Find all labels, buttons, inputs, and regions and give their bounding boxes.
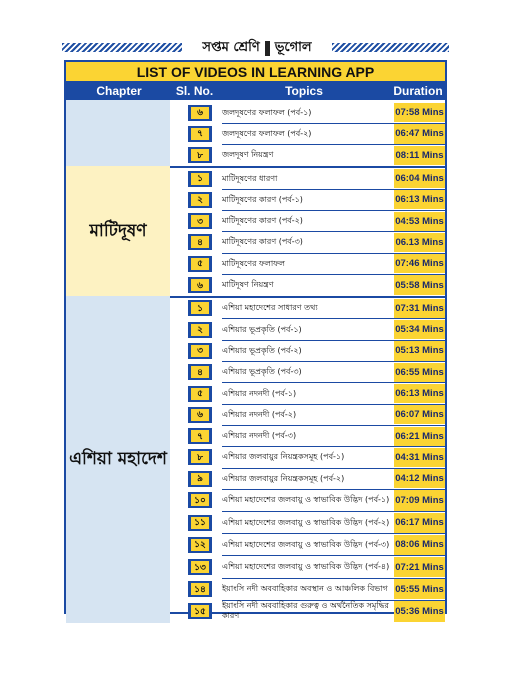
table-row <box>170 340 445 361</box>
table-row <box>170 426 445 447</box>
topic-text: জলদূষণের ফলাফল (পর্ব-২) <box>222 128 312 138</box>
duration-cell: 06:21 Mins <box>394 427 445 446</box>
serial-number: ৮ <box>191 149 209 161</box>
duration-cell: 05:36 Mins <box>394 601 445 621</box>
table-row <box>170 145 445 166</box>
serial-number-badge <box>188 364 212 380</box>
duration-cell: 06:55 Mins <box>394 363 445 382</box>
serial-number: ২ <box>191 194 209 206</box>
topic-text: এশিয়ার ভূপ্রকৃতি (পর্ব-২) <box>222 345 302 355</box>
table-row <box>170 534 445 556</box>
table-row <box>170 319 445 340</box>
header-separator <box>265 41 270 56</box>
serial-number-badge <box>188 581 212 597</box>
topic-text: এশিয়ার ভূপ্রকৃতি (পর্ব-১) <box>222 324 302 334</box>
serial-number-badge <box>188 471 212 487</box>
duration-cell: 04:53 Mins <box>394 212 445 231</box>
topic-text: মাটিদূষণের কারণ (পর্ব-৩) <box>222 237 303 247</box>
serial-number: ১ <box>191 302 209 314</box>
serial-number-badge <box>188 234 212 250</box>
serial-number-badge <box>188 277 212 293</box>
duration-cell: 05:55 Mins <box>394 579 445 599</box>
duration-cell: 06.13 Mins <box>394 233 445 252</box>
duration-cell: 05:34 Mins <box>394 320 445 339</box>
topic-text: জলদূষণের ফলাফল (পর্ব-১) <box>222 107 312 117</box>
serial-number: ৬ <box>191 279 209 291</box>
duration-cell: 06:13 Mins <box>394 190 445 209</box>
serial-number: ৯ <box>191 473 209 485</box>
table-row <box>170 468 445 489</box>
serial-number-badge <box>188 515 212 531</box>
chapter-cell: এশিয়া মহাদেশ <box>66 296 170 623</box>
table-row <box>170 253 445 274</box>
topic-text: এশিয়ার নদনদী (পর্ব-৩) <box>222 431 297 441</box>
table-row <box>170 383 445 404</box>
serial-number-badge <box>188 559 212 575</box>
topic-text: জলদূষণ নিয়ন্ত্রণ <box>222 150 274 160</box>
duration-cell: 05:58 Mins <box>394 275 445 294</box>
table-row <box>170 362 445 383</box>
serial-number-badge <box>188 322 212 338</box>
serial-number-badge <box>188 428 212 444</box>
duration-cell: 07:31 Mins <box>394 299 445 318</box>
duration-cell: 06:07 Mins <box>394 405 445 424</box>
duration-cell: 06:17 Mins <box>394 513 445 533</box>
table-row <box>170 168 445 189</box>
table-row <box>170 298 445 319</box>
topic-text: এশিয়ার জলবায়ুর নিয়ন্ত্রকসমূহ (পর্ব-১) <box>222 452 345 462</box>
serial-number: ৩ <box>191 215 209 227</box>
duration-cell: 05:13 Mins <box>394 341 445 360</box>
serial-number: ৫ <box>191 258 209 270</box>
topic-text: মাটিদূষণের ধারণা <box>222 173 278 183</box>
topic-text: মাটিদূষণের কারণ (পর্ব-২) <box>222 216 303 226</box>
topic-text: এশিয়া মহাদেশের জলবায়ু ও স্বাভাবিক উদ্ভিদ (পর্ব-২) <box>222 517 390 527</box>
serial-number: ১২ <box>191 539 209 551</box>
serial-number-badge <box>188 256 212 272</box>
column-header-duration: Duration <box>391 81 445 100</box>
column-header-sl-no: Sl. No. <box>172 81 217 100</box>
table-row <box>170 123 445 144</box>
table-title: LIST OF VIDEOS IN LEARNING APP <box>66 62 445 81</box>
duration-cell: 06:04 Mins <box>394 169 445 188</box>
table-row <box>170 447 445 468</box>
table-row <box>170 274 445 295</box>
table-row <box>170 211 445 232</box>
header-title <box>186 38 328 58</box>
serial-number-badge <box>188 386 212 402</box>
topic-text: এশিয়া মহাদেশের সাধারণ তথ্য <box>222 303 318 313</box>
duration-cell: 08:06 Mins <box>394 535 445 555</box>
duration-cell: 07:46 Mins <box>394 254 445 273</box>
table-row <box>170 232 445 253</box>
subject-label: ভূগোল <box>274 39 312 55</box>
topic-text: এশিয়া মহাদেশের জলবায়ু ও স্বাভাবিক উদ্ভিদ (পর্ব-৪) <box>222 562 390 572</box>
serial-number: ৭ <box>191 128 209 140</box>
serial-number: ৬ <box>191 409 209 421</box>
serial-number: ৪ <box>191 236 209 248</box>
topic-text: এশিয়ার নদনদী (পর্ব-২) <box>222 409 297 419</box>
serial-number-badge <box>188 537 212 553</box>
serial-number: ৬ <box>191 107 209 119</box>
topic-text: এশিয়ার নদনদী (পর্ব-১) <box>222 388 297 398</box>
topic-text: মাটিদূষণের ফলাফল <box>222 258 285 268</box>
topic-text: এশিয়ার ভূপ্রকৃতি (পর্ব-৩) <box>222 367 302 377</box>
table-row <box>170 102 445 123</box>
serial-number-badge <box>188 126 212 142</box>
chapter-cell: মাটিদূষণ <box>66 166 170 296</box>
serial-number-badge <box>188 407 212 423</box>
column-header-topics: Topics <box>217 81 391 100</box>
serial-number: ১৫ <box>191 605 209 617</box>
serial-number: ৮ <box>191 451 209 463</box>
serial-number-badge <box>188 105 212 121</box>
serial-number: ২ <box>191 324 209 336</box>
serial-number-badge <box>188 343 212 359</box>
serial-number-badge <box>188 213 212 229</box>
topic-text: এশিয়ার জলবায়ুর নিয়ন্ত্রকসমূহ (পর্ব-২) <box>222 473 345 483</box>
serial-number-badge <box>188 192 212 208</box>
duration-cell: 08:11 Mins <box>394 146 445 165</box>
duration-cell: 07:21 Mins <box>394 557 445 577</box>
topic-text: এশিয়া মহাদেশের জলবায়ু ও স্বাভাবিক উদ্ভিদ (পর্ব-৩) <box>222 539 390 549</box>
serial-number-badge <box>188 171 212 187</box>
header-stripes-left <box>62 43 182 52</box>
serial-number: ১৪ <box>191 583 209 595</box>
table-row <box>170 556 445 578</box>
serial-number: ৭ <box>191 430 209 442</box>
serial-number: ১৩ <box>191 561 209 573</box>
table-row <box>170 578 445 600</box>
duration-cell: 06:13 Mins <box>394 384 445 403</box>
serial-number: ১১ <box>191 517 209 529</box>
table-row <box>170 489 445 511</box>
serial-number: ৪ <box>191 366 209 378</box>
table-row <box>170 189 445 210</box>
table-row <box>170 600 445 622</box>
video-list-table <box>64 60 447 621</box>
topic-text: মাটিদূষণের কারণ (পর্ব-১) <box>222 194 303 204</box>
serial-number: ৩ <box>191 345 209 357</box>
duration-cell: 07:58 Mins <box>394 103 445 122</box>
duration-cell: 04:12 Mins <box>394 469 445 488</box>
topic-text: ইয়াংসি নদী অববাহিকার গুরুত্ব ও অর্থনৈতিক সমৃদ্ধির কারণ <box>222 601 389 621</box>
table-row <box>170 404 445 425</box>
serial-number: ৫ <box>191 388 209 400</box>
topic-text: ইয়াংসি নদী অববাহিকার অবস্থান ও আঞ্চলিক বিভাগ <box>222 584 388 594</box>
class-label: সপ্তম শ্রেণি <box>202 39 260 55</box>
serial-number-badge <box>188 300 212 316</box>
serial-number: ১০ <box>191 494 209 506</box>
duration-cell: 07:09 Mins <box>394 490 445 510</box>
serial-number-badge <box>188 603 212 619</box>
serial-number: ১ <box>191 173 209 185</box>
topic-text: মাটিদূষণ নিয়ন্ত্রণ <box>222 280 274 290</box>
page-header <box>62 38 449 58</box>
chapter-cell <box>66 100 170 166</box>
column-header-chapter: Chapter <box>66 81 172 100</box>
duration-cell: 06:47 Mins <box>394 124 445 143</box>
serial-number-badge <box>188 147 212 163</box>
duration-cell: 04:31 Mins <box>394 448 445 467</box>
header-stripes-right <box>332 43 449 52</box>
serial-number-badge <box>188 492 212 508</box>
serial-number-badge <box>188 449 212 465</box>
table-row <box>170 512 445 534</box>
topic-text: এশিয়া মহাদেশের জলবায়ু ও স্বাভাবিক উদ্ভিদ (পর্ব-১) <box>222 495 390 505</box>
